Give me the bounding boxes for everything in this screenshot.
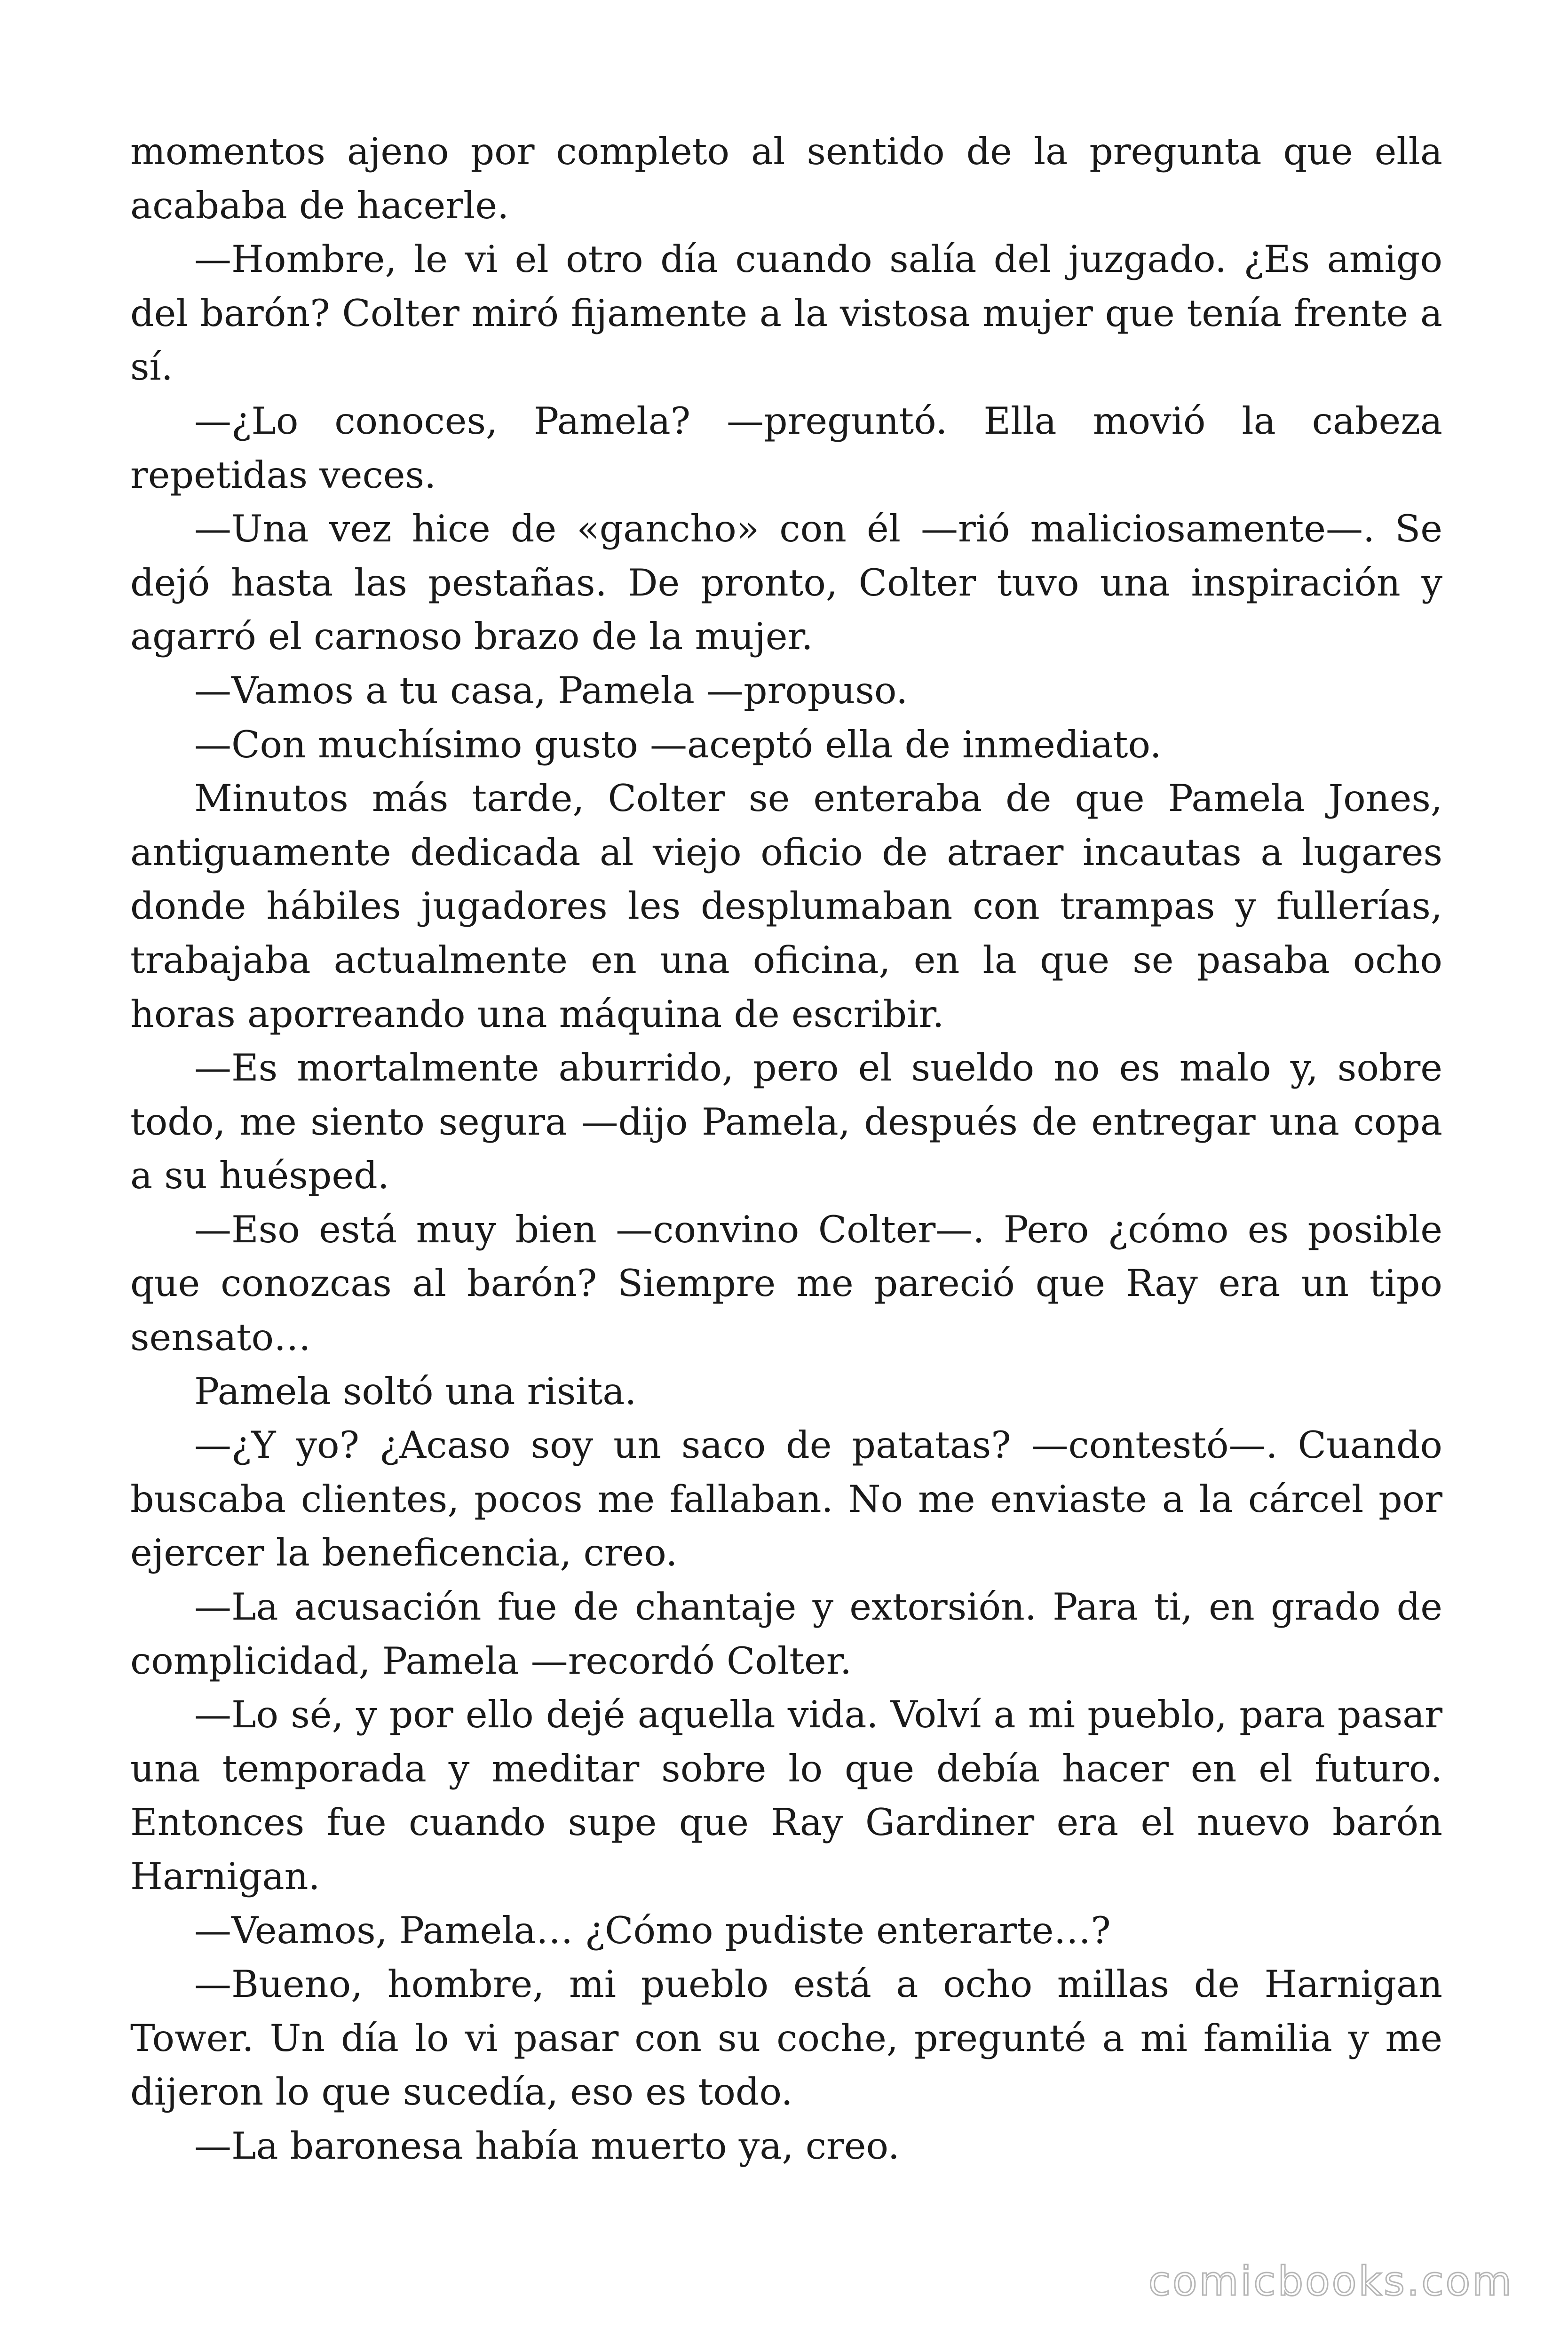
paragraph: —¿Lo conoces, Pamela? —preguntó. Ella movió la cabeza repetidas veces.: [130, 399, 1442, 497]
paragraph: —Veamos, Pamela… ¿Cómo pudiste enterarte…?: [194, 1908, 1111, 1952]
paragraph: —Lo sé, y por ello dejé aquella vida. Volví a mi pueblo, para pasar una temporada y meditar sobre lo que debía hacer en el futuro. Entonces fue cuando supe que Ray Gardiner era el nuevo barón Harnigan.: [130, 1693, 1442, 1898]
paragraph: —Hombre, le vi el otro día cuando salía del juzgado. ¿Es amigo del barón? Colter miró fijamente a la vistosa mujer que tenía frente a sí.: [130, 238, 1442, 389]
paragraph: —Una vez hice de «gancho» con él —rió maliciosamente—. Se dejó hasta las pestañas. De pronto, Colter tuvo una inspiración y agarró el carnoso brazo de la mujer.: [130, 507, 1442, 659]
paragraph: Pamela soltó una risita.: [194, 1369, 637, 1413]
paragraph: —La acusación fue de chantaje y extorsión. Para ti, en grado de complicidad, Pamela —recordó Colter.: [130, 1585, 1442, 1683]
book-page-body: [130, 125, 1442, 2173]
paragraph: Minutos más tarde, Colter se enteraba de que Pamela Jones, antiguamente dedicada al viejo oficio de atraer incautas a lugares donde hábiles jugadores les desplumaban con trampas y fullerías, trabajaba actualmente en una oficina, en la que se pasaba ocho horas aporreando una máquina de escribir.: [130, 777, 1442, 1036]
paragraph: —Bueno, hombre, mi pueblo está a ocho millas de Harnigan Tower. Un día lo vi pasar con su coche, pregunté a mi familia y me dijeron lo que sucedía, eso es todo.: [130, 1963, 1442, 2114]
paragraph: —Vamos a tu casa, Pamela —propuso.: [194, 668, 908, 712]
paragraph: —Con muchísimo gusto —aceptó ella de inmediato.: [194, 723, 1162, 766]
paragraph: —Es mortalmente aburrido, pero el sueldo no es malo y, sobre todo, me siento segura —dijo Pamela, después de entregar una copa a su huésped.: [130, 1046, 1442, 1198]
watermark-text: comicbooks.com: [1148, 2258, 1513, 2305]
paragraph: —¿Y yo? ¿Acaso soy un saco de patatas? —contestó—. Cuando buscaba clientes, pocos me fallaban. No me enviaste a la cárcel por ejercer la beneficencia, creo.: [130, 1423, 1442, 1575]
paragraph: —La baronesa había muerto ya, creo.: [194, 2124, 900, 2168]
paragraph: —Eso está muy bien —convino Colter—. Pero ¿cómo es posible que conozcas al barón? Siempre me pareció que Ray era un tipo sensato…: [130, 1208, 1442, 1359]
paragraph: momentos ajeno por completo al sentido de la pregunta que ella acababa de hacerle.: [130, 130, 1442, 227]
